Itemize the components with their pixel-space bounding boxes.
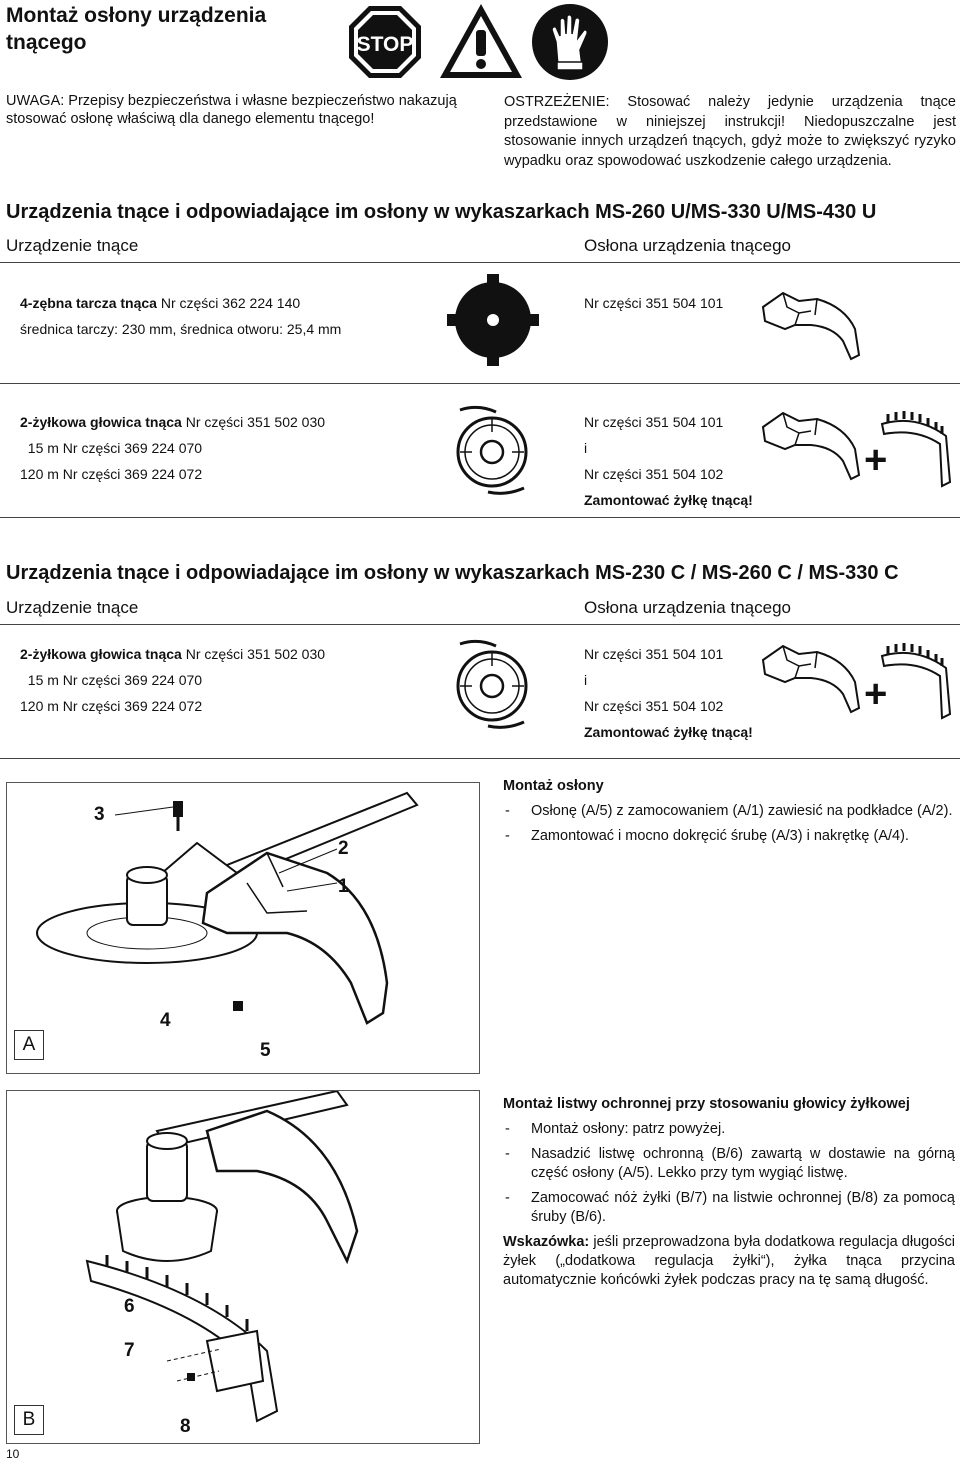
guard-part-numbers: Nr części 351 504 101 i Nr części 351 504 102 Zamontować żyłkę tnącą!	[584, 409, 753, 513]
figure-a	[6, 782, 480, 1074]
column-header-device: Urządzenie tnące	[6, 598, 139, 617]
cutting-tool-spec: 120 m Nr części 369 224 072	[20, 466, 203, 482]
cutting-tool-name: 4-zębna tarcza tnąca Nr części 362 224 140	[20, 295, 301, 311]
cutting-tool-spec: średnica tarczy: 230 mm, średnica otworu: 25,4 mm	[20, 321, 342, 337]
list-item: - Osłonę (A/5) z zamocowaniem (A/1) zawiesić na podkładce (A/2).	[503, 802, 955, 821]
divider	[0, 383, 960, 384]
trimmer-head-icon	[448, 636, 534, 732]
page-number: 10	[6, 1447, 20, 1461]
instructions-heading: Montaż listwy ochronnej przy stosowaniu głowicy żyłkowej	[503, 1096, 910, 1112]
section-title: Urządzenia tnące i odpowiadające im osłony w wykaszarkach MS-260 U/MS-330 U/MS-430 U	[6, 201, 877, 223]
callout-6: 6	[124, 1296, 135, 1317]
divider	[0, 758, 960, 759]
divider	[0, 262, 960, 263]
list-item: - Zamocować nóż żyłki (B/7) na listwie ochronnej (B/8) za pomocą śruby (B/6).	[503, 1189, 955, 1227]
callout-4: 4	[160, 1010, 171, 1031]
callout-7: 7	[124, 1340, 135, 1361]
guard-icon	[755, 638, 865, 718]
svg-text:STOP: STOP	[356, 33, 414, 56]
cutting-tool-name: 2-żyłkowa głowica tnąca Nr części 351 502 030	[20, 646, 326, 662]
figure-a-letter: A	[14, 1030, 44, 1060]
column-header-device: Urządzenie tnące	[6, 236, 139, 255]
stop-sign-icon	[347, 4, 423, 80]
callout-1: 1	[338, 876, 349, 897]
list-item: - Zamontować i mocno dokręcić śrubę (A/3) i nakrętkę (A/4).	[503, 827, 955, 846]
figure-b-letter: B	[14, 1405, 44, 1435]
instructions-strip	[503, 1095, 955, 1290]
column-header-guard: Osłona urządzenia tnącego	[584, 236, 791, 255]
table-row	[20, 641, 325, 719]
cutting-tool-spec: 15 m Nr części 369 224 070	[20, 672, 203, 688]
hint: Wskazówka: jeśli przeprowadzona była dodatkowa regulacja długości żyłek („dodatkowa regulacja żyłki“), żyłka tnąca przycina automatycznie końcówki żyłek podczas pracy na tę samą długość.	[503, 1234, 955, 1288]
guard-part-number: Nr części 351 504 101	[584, 295, 724, 311]
warning-triangle-icon	[438, 2, 524, 80]
column-header-guard: Osłona urządzenia tnącego	[584, 598, 791, 617]
mount-line-note: Zamontować żyłkę tnącą!	[584, 492, 753, 508]
divider	[0, 517, 960, 518]
page-title: Montaż osłony urządzenia tnącego	[6, 4, 267, 54]
figure-b	[6, 1090, 480, 1444]
table-row	[20, 409, 325, 487]
protective-strip-icon	[876, 642, 956, 728]
cutting-tool-spec: 120 m Nr części 369 224 072	[20, 698, 203, 714]
divider	[0, 624, 960, 625]
plus-sign: +	[864, 438, 888, 482]
table-row	[20, 290, 341, 342]
warning-caution: OSTRZEŻENIE: Stosować należy jedynie urządzenia tnące przedstawione w niniejszej instrukcji! Niedopuszczalne jest stosowanie innych urządzeń tnących, gdyż może to zwiększyć ryzyko wypadku oraz spowodować uszkodzenie całego urządzenia.	[504, 94, 956, 169]
callout-2: 2	[338, 838, 349, 859]
section-title: Urządzenia tnące i odpowiadające im osłony w wykaszarkach MS-230 C / MS-260 C / MS-330 C	[6, 562, 899, 584]
warning-note: UWAGA: Przepisy bezpieczeństwa i własne bezpieczeństwo nakazują stosować osłonę właściwą dla danego elementu tnącego!	[6, 93, 457, 127]
mount-line-note: Zamontować żyłkę tnącą!	[584, 724, 753, 740]
cutting-tool-spec: 15 m Nr części 369 224 070	[20, 440, 203, 456]
guard-icon	[755, 285, 865, 365]
callout-5: 5	[260, 1040, 271, 1061]
callout-8: 8	[180, 1416, 191, 1437]
plus-sign: +	[864, 672, 888, 716]
gloves-icon	[530, 2, 610, 82]
instructions-heading: Montaż osłony	[503, 778, 604, 794]
instructions-guard	[503, 777, 955, 852]
guard-part-numbers: Nr części 351 504 101 i Nr części 351 504 102 Zamontować żyłkę tnącą!	[584, 641, 753, 745]
list-item: - Montaż osłony: patrz powyżej.	[503, 1120, 955, 1139]
guard-icon	[755, 405, 865, 485]
protective-strip-icon	[876, 410, 956, 496]
cutting-tool-name: 2-żyłkowa głowica tnąca Nr części 351 502 030	[20, 414, 326, 430]
callout-3: 3	[94, 804, 105, 825]
trimmer-head-icon	[448, 402, 534, 498]
four-tooth-blade-icon	[445, 272, 541, 368]
list-item: - Nasadzić listwę ochronną (B/6) zawartą w dostawie na górną część osłony (A/5). Lekko przy tym wygiąć listwę.	[503, 1145, 955, 1183]
